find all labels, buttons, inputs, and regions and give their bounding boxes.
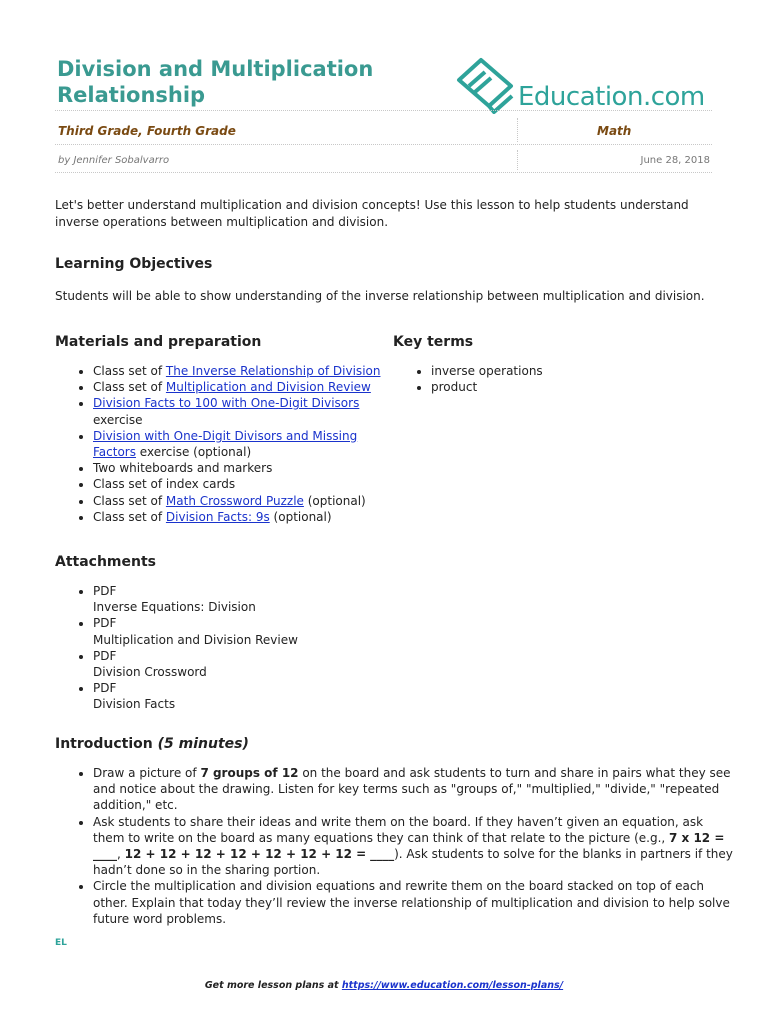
list-item	[93, 765, 768, 814]
divider	[517, 118, 518, 142]
list-item-text: (optional)	[269, 509, 332, 524]
footer-text: Get more lesson plans at	[204, 980, 342, 991]
attachment-type: PDF	[93, 616, 117, 631]
step-text: Circle the multiplication and division equations and rewrite them on the board stacked on top of each	[93, 879, 705, 894]
learning-objectives-text: Students will be able to show understanding of the inverse relationship between multiplication and division.	[55, 289, 705, 303]
step-bold: 7 groups of 12	[200, 766, 299, 780]
section-duration: (5 minutes)	[157, 736, 249, 752]
attachment-type: PDF	[93, 648, 117, 663]
logo-text: Education.com	[518, 82, 705, 112]
worksheet-link[interactable]: The Inverse Relationship of Division	[165, 364, 381, 378]
key-terms-list	[393, 363, 731, 395]
grade-level: Third Grade, Fourth Grade	[58, 124, 236, 138]
education-logo-icon	[454, 56, 516, 114]
attachment-item[interactable]	[93, 648, 413, 680]
attachment-item[interactable]	[93, 615, 413, 647]
step-text: Ask students to share their ideas and write them on the board. If they haven’t given an equation, ask	[93, 814, 704, 829]
list-item	[93, 428, 413, 460]
publish-date: June 28, 2018	[640, 155, 710, 166]
list-item	[93, 878, 768, 927]
lesson-description	[55, 197, 689, 230]
list-item	[93, 363, 413, 379]
footer	[0, 980, 768, 991]
list-item	[93, 509, 413, 525]
step-bold: ____	[93, 847, 117, 862]
attachment-type: PDF	[93, 584, 117, 598]
section-title: Introduction	[55, 736, 153, 752]
step-text: ). Ask students to solve for the blanks in partners if they	[394, 847, 733, 862]
step-bold: ____	[370, 847, 395, 862]
step-text: other. Explain that today they’ll review the inverse relationship of multiplication and division to help solve	[93, 895, 730, 910]
list-item: • Two whiteboards and markers	[93, 460, 413, 476]
materials-heading: Materials and preparation	[55, 334, 262, 350]
list-item-text: exercise (optional)	[135, 445, 252, 460]
el-label: EL	[55, 938, 67, 948]
attachment-name: Inverse Equations: Division	[93, 600, 256, 615]
step-bold: 12 + 12 + 12 + 12 + 12 + 12 + 12 =	[124, 847, 367, 862]
list-item-text: Class set of	[93, 364, 166, 378]
list-item	[93, 395, 413, 427]
learning-objectives-heading: Learning Objectives	[55, 256, 213, 272]
divider	[55, 172, 712, 173]
step-text: hadn’t done so in the sharing portion.	[93, 863, 321, 878]
exercise-link[interactable]: Division Facts to 100 with One-Digit Divisors	[93, 396, 360, 411]
attachments-list	[55, 583, 413, 713]
list-item	[93, 493, 413, 509]
title-line-2: Relationship	[57, 83, 206, 107]
list-item-text: Class set of	[93, 493, 166, 508]
list-item-text: Class set of	[93, 509, 166, 524]
attachment-item[interactable]	[93, 680, 413, 712]
attachments-heading: Attachments	[55, 554, 157, 570]
divider	[55, 110, 712, 111]
attachment-name: Division Crossword	[93, 665, 207, 680]
worksheet-link[interactable]: Division Facts: 9s	[165, 509, 270, 524]
link-text: Factors	[93, 445, 136, 460]
list-item-text: (optional)	[303, 493, 366, 508]
attachment-name: Division Facts	[93, 697, 176, 712]
key-terms-heading: Key terms	[393, 334, 474, 350]
attachment-name: Multiplication and Division Review	[93, 632, 298, 647]
education-logo[interactable]	[454, 56, 714, 114]
list-item-text: Class set of	[93, 380, 166, 395]
step-text: Draw a picture of	[93, 766, 201, 780]
key-term: • product	[431, 379, 731, 395]
step-text: addition," etc.	[93, 798, 178, 813]
introduction-steps	[55, 765, 768, 927]
attachment-type: PDF	[93, 681, 117, 696]
list-item	[93, 379, 413, 395]
step-text: future word problems.	[93, 911, 227, 926]
page-title	[57, 56, 417, 108]
lesson-plans-link[interactable]: https://www.education.com/lesson-plans/	[341, 980, 564, 991]
step-bold: 7 x 12 =	[669, 830, 725, 845]
worksheet-link[interactable]: Math Crossword Puzzle	[165, 493, 304, 508]
list-item: • Class set of index cards	[93, 476, 413, 492]
link-text: Division with One-Digit Divisors and Missing	[93, 428, 358, 443]
introduction-heading	[55, 736, 249, 752]
attachment-item[interactable]	[93, 583, 413, 615]
description-line: inverse operations between multiplication and division.	[55, 214, 389, 229]
divider	[517, 150, 518, 170]
subject: Math	[597, 124, 632, 138]
step-text: and notice about the drawing. Listen for key terms such as "groups of," "multiplied," "divide," "repeated	[93, 782, 720, 797]
key-term: • inverse operations	[431, 363, 731, 379]
step-text: on the board and ask students to turn and share in pairs what they see	[298, 766, 731, 780]
worksheet-link[interactable]: Multiplication and Division Review	[165, 380, 371, 395]
materials-list	[55, 363, 413, 525]
divider	[55, 144, 712, 145]
title-line-1: Division and Multiplication	[57, 57, 374, 81]
step-text: them to write on the board as many equations they can think of that relate to the picture (e.g.,	[93, 830, 670, 845]
list-item: • Ask students to share their ideas and write them on the board. If they haven’t given an equation, ask them to write on the board as many equations they can think of that relate to the picture (e.g., 7 x 12 = ____, 12 + 12 + 12 + 12 + 12 + 12 + 12 = ____). Ask students to solve for the blanks in partners if they hadn’t done so in the sharing portion.	[93, 814, 768, 879]
description-line: Let's better understand multiplication and division concepts! Use this lesson to help students understand	[55, 198, 689, 212]
author: by Jennifer Sobalvarro	[58, 155, 170, 166]
list-item-text: exercise	[93, 412, 143, 427]
